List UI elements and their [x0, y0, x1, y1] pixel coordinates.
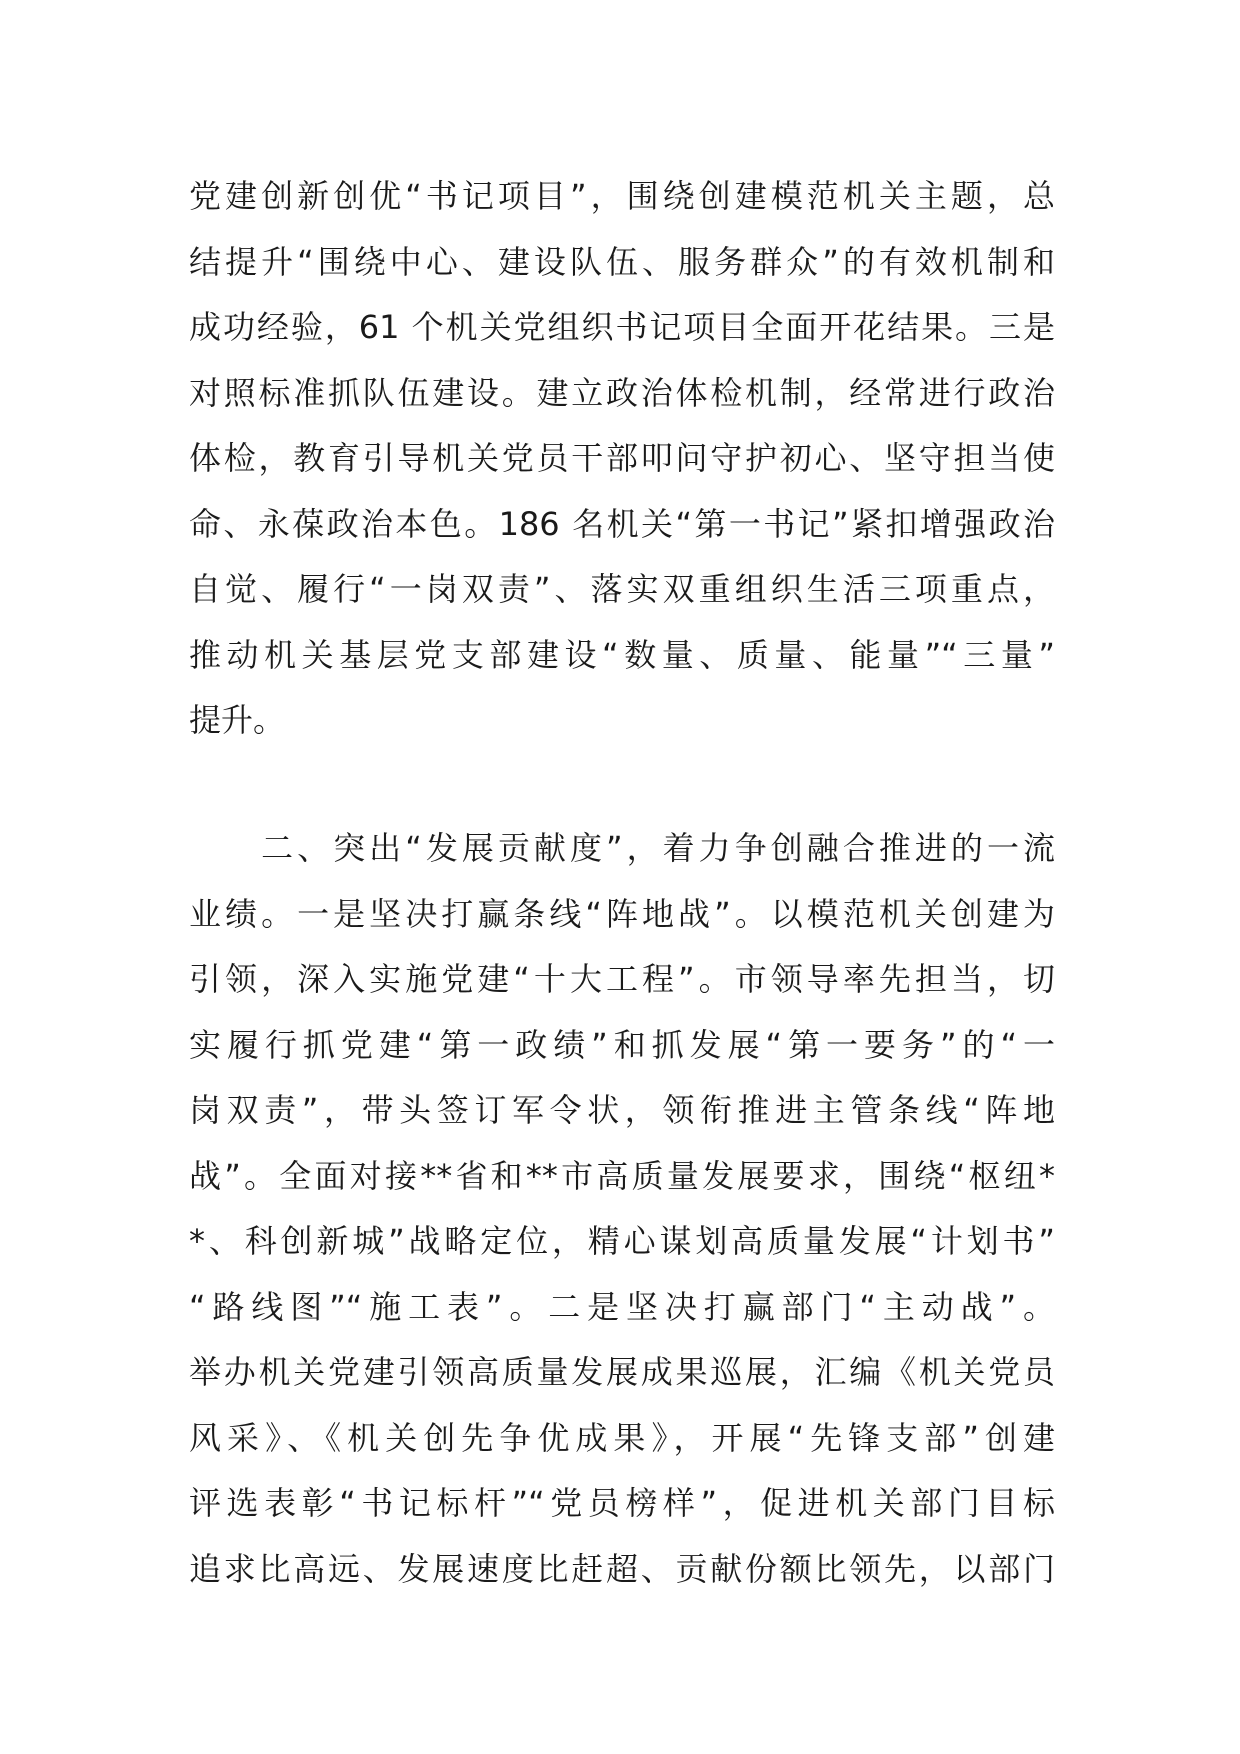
- paragraph-line: 结提升“围绕中心、建设队伍、服务群众”的有效机制和: [189, 242, 1055, 281]
- paragraph-1: [189, 164, 1055, 754]
- paragraph-line: 引领，深入实施党建“十大工程”。市领导率先担当，切: [189, 960, 1055, 998]
- paragraph-line: 风采》、《机关创先争优成果》，开展“先锋支部”创建: [189, 1418, 1055, 1457]
- paragraph-line: 体检，教育引导机关党员干部叩问守护初心、坚守担当使: [189, 439, 1055, 477]
- paragraph-line: 命、永葆政治本色。186 名机关“第一书记”紧扣增强政治: [189, 504, 1055, 543]
- paragraph-line: 追求比高远、发展速度比赶超、贡献份额比领先，以部门: [189, 1549, 1055, 1588]
- paragraph-line: 业绩。一是坚决打赢条线“阵地战”。以模范机关创建为: [189, 894, 1055, 933]
- paragraph-line: 推动机关基层党支部建设“数量、质量、能量”“三量”: [189, 635, 1055, 674]
- paragraph-line: 对照标准抓队伍建设。建立政治体检机制，经常进行政治: [189, 373, 1055, 412]
- paragraph-line: 战”。全面对接**省和**市高质量发展要求，围绕“枢纽*: [189, 1156, 1055, 1195]
- paragraph-line: 评选表彰“书记标杆”“党员榜样”，促进机关部门目标: [189, 1484, 1055, 1522]
- paragraph-line: 提升。: [189, 701, 286, 739]
- paragraph-line: *、科创新城”战略定位，精心谋划高质量发展“计划书”: [189, 1222, 1055, 1260]
- paragraph-2: [189, 816, 1055, 1602]
- paragraph-line: 自觉、履行“一岗双责”、落实双重组织生活三项重点，: [189, 570, 1055, 608]
- paragraph-line: 实履行抓党建“第一政绩”和抓发展“第一要务”的“一: [189, 1025, 1055, 1064]
- paragraph-line: 岗双责”，带头签订军令状，领衔推进主管条线“阵地: [189, 1091, 1055, 1129]
- paragraph-line: 二、突出“发展贡献度”，着力争创融合推进的一流: [189, 829, 1055, 867]
- paragraph-line: 成功经验，61 个机关党组织书记项目全面开花结果。三是: [189, 308, 1055, 346]
- paragraph-line: 举办机关党建引领高质量发展成果巡展，汇编《机关党员: [189, 1353, 1055, 1391]
- paragraph-line: “路线图”“施工表”。二是坚决打赢部门“主动战”。: [189, 1287, 1055, 1326]
- paragraph-line: 党建创新创优“书记项目”，围绕创建模范机关主题，总: [189, 177, 1055, 215]
